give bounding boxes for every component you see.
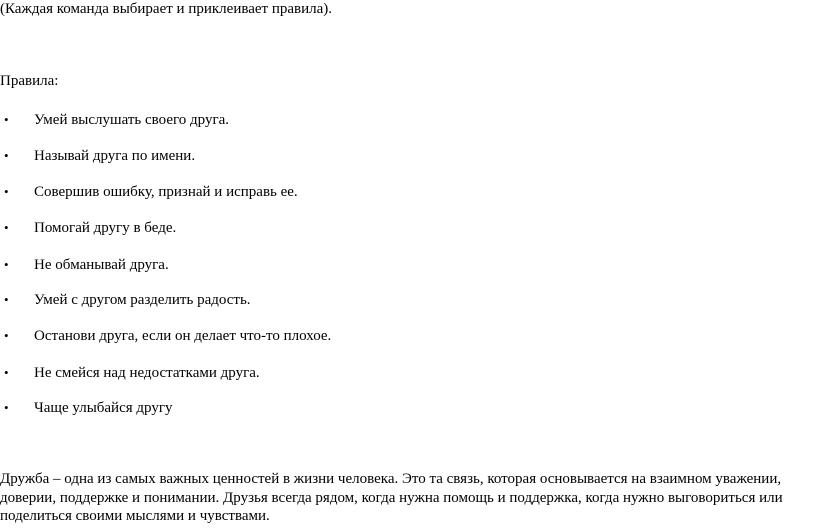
rule-item: [0, 219, 780, 237]
bullet-icon: •: [4, 257, 9, 272]
intro-note: (Каждая команда выбирает и приклеивает правила).: [0, 1, 333, 17]
bullet-icon: •: [4, 328, 9, 343]
friendship-paragraph: Дружба – одна из самых важных ценностей в жизни человека. Это та связь, которая основывается на взаимном уважении, доверии, поддержке и понимании. Друзья всегда рядом, когда нужна помощь и поддержка, когда нужно выговориться или поделиться своими мыслями и чувствами.: [0, 471, 783, 524]
bullet-icon: •: [4, 292, 9, 307]
rule-text: Совершив ошибку, признай и исправь ее.: [34, 184, 298, 200]
bullet-icon: •: [4, 365, 9, 380]
bullet-icon: •: [4, 112, 9, 127]
rule-item: [0, 327, 780, 345]
bullet-icon: •: [4, 220, 9, 235]
rule-text: Умей выслушать своего друга.: [34, 112, 229, 128]
rule-item: [0, 256, 780, 274]
rule-text: Не смейся над недостатками друга.: [34, 365, 260, 381]
rule-item: [0, 147, 780, 165]
rules-heading: Правила:: [0, 73, 59, 89]
rule-text: Останови друга, если он делает что-то плохое.: [34, 328, 332, 344]
rule-item: [0, 399, 780, 417]
rule-item: [0, 183, 780, 201]
rule-item: [0, 291, 780, 309]
rule-text: Умей с другом разделить радость.: [34, 292, 251, 308]
bullet-icon: •: [4, 184, 9, 199]
rule-text: Чаще улыбайся другу: [34, 400, 173, 416]
rule-text: Не обманывай друга.: [34, 257, 169, 273]
rule-text: Помогай другу в беде.: [34, 220, 177, 236]
rule-text: Называй друга по имени.: [34, 148, 196, 164]
bullet-icon: •: [4, 148, 9, 163]
bullet-icon: •: [4, 400, 9, 415]
rule-item: [0, 364, 780, 382]
rule-item: [0, 111, 780, 129]
